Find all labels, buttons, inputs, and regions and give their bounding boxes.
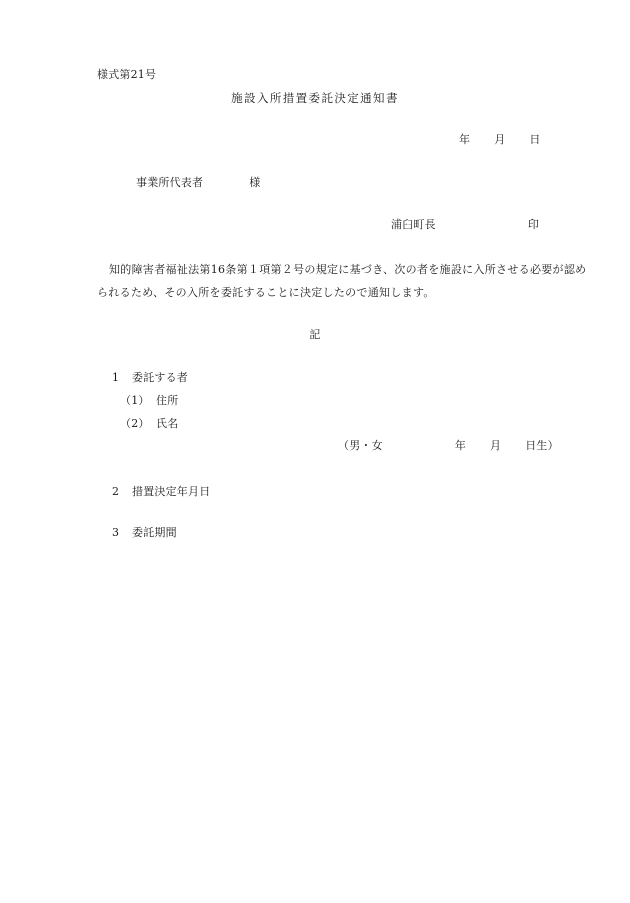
item-number: 1 xyxy=(112,371,120,384)
date-day: 日 xyxy=(529,133,541,146)
item-3 xyxy=(112,524,177,540)
item-1 xyxy=(112,369,188,385)
item-2 xyxy=(112,483,210,499)
sub-item-2 xyxy=(120,415,178,431)
item-label: 委託する者 xyxy=(132,371,188,384)
sender-line xyxy=(391,216,539,232)
sender-name: 浦臼町長 xyxy=(391,218,436,231)
sub-item-label: 氏名 xyxy=(156,417,179,430)
sub-item-number: （2） xyxy=(120,417,150,430)
item-label: 委託期間 xyxy=(132,526,177,539)
recipient-honorific: 様 xyxy=(249,176,261,189)
body-paragraph: 知的障害者福祉法第16条第１項第２号の規定に基づき、次の者を施設に入所させる必要が認められるため、その入所を委託することに決定したので通知します。 xyxy=(97,263,587,299)
birth-day: 日生） xyxy=(525,439,559,452)
sub-item-number: （1） xyxy=(120,394,150,407)
birth-line xyxy=(338,437,559,453)
date-line xyxy=(459,131,541,147)
sub-item-1 xyxy=(120,392,178,408)
recipient-line xyxy=(136,174,260,190)
item-number: 3 xyxy=(112,526,120,539)
birth-month: 月 xyxy=(490,439,502,452)
birth-gender: （男・女 xyxy=(338,439,383,452)
form-number: 様式第21号 xyxy=(97,68,157,81)
document-title: 施設入所措置委託決定通知書 xyxy=(231,91,399,105)
date-month: 月 xyxy=(494,133,506,146)
sub-item-label: 住所 xyxy=(156,394,179,407)
item-label: 措置決定年月日 xyxy=(132,485,211,498)
item-number: 2 xyxy=(112,485,120,498)
birth-year: 年 xyxy=(454,439,467,452)
date-year: 年 xyxy=(459,133,471,146)
recipient-name: 事業所代表者 xyxy=(136,176,204,189)
ki-heading: 記 xyxy=(309,328,321,341)
seal-mark: 印 xyxy=(527,218,540,231)
